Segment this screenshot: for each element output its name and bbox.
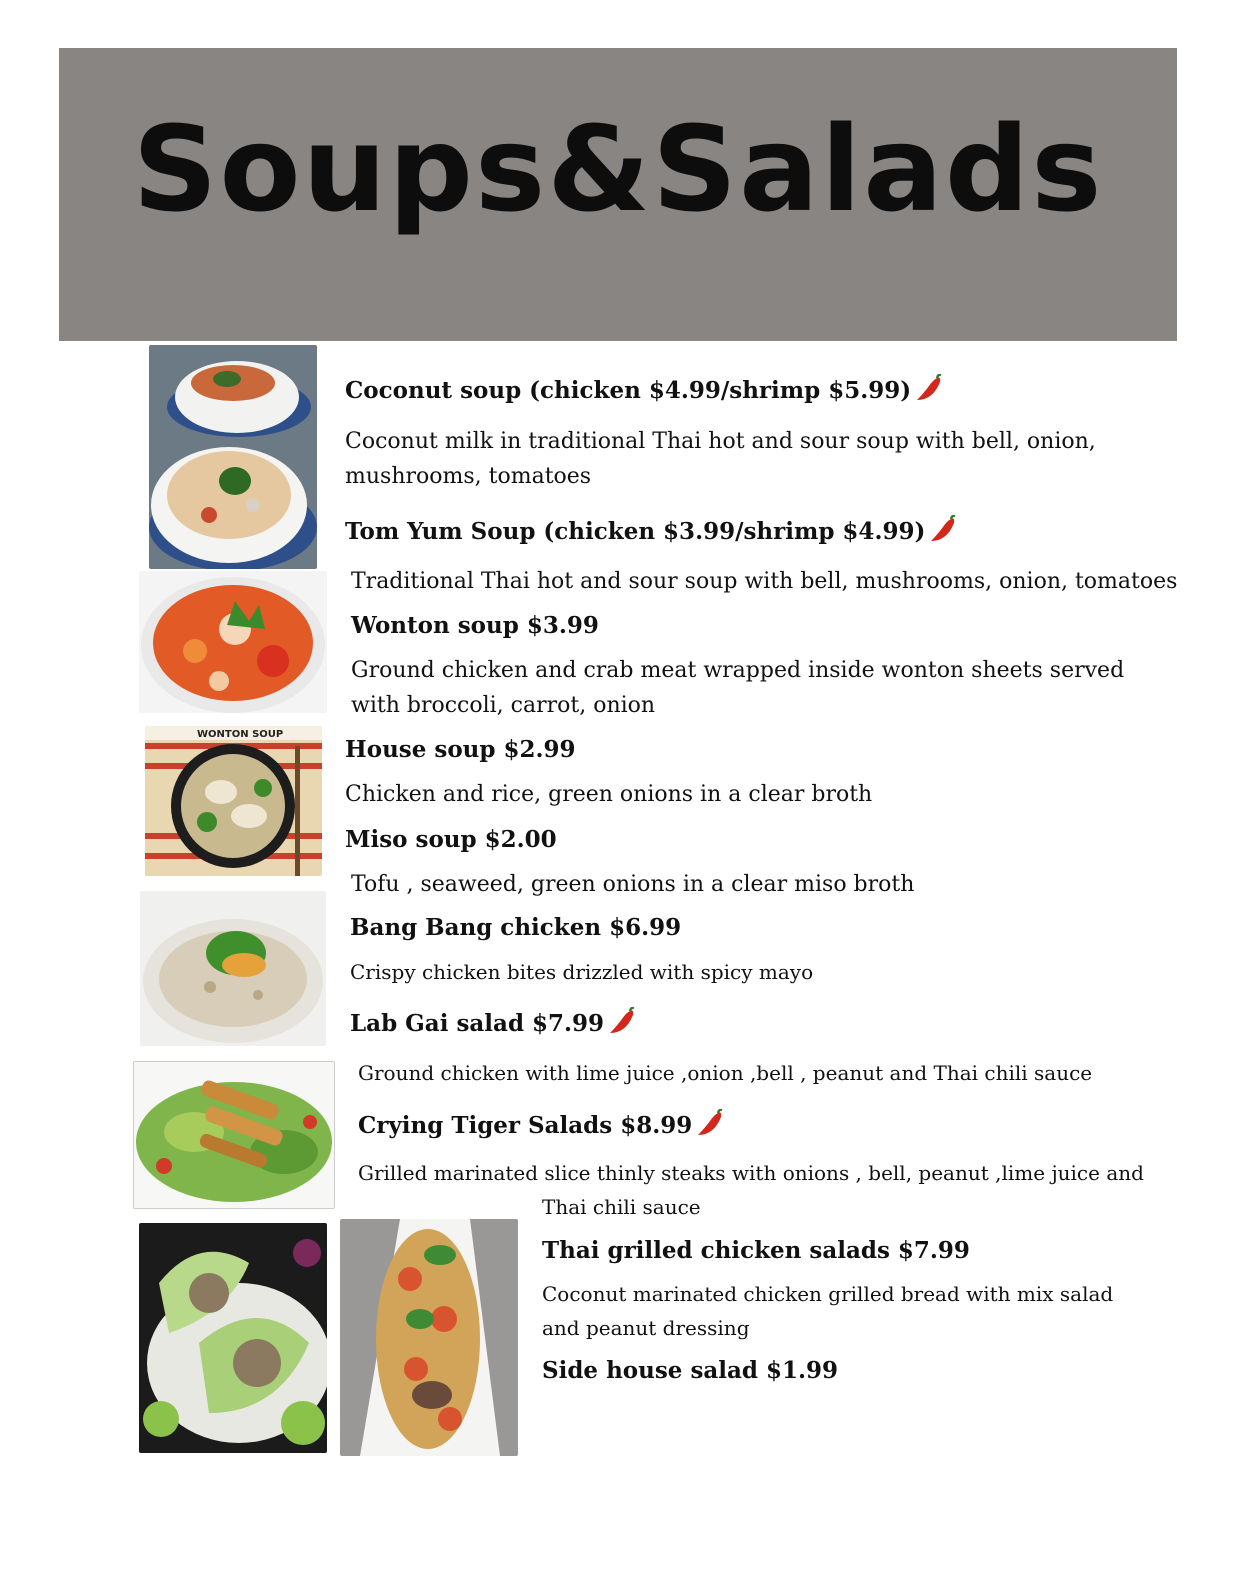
item-desc-wonton-soup: Ground chicken and crab meat wrapped inside wonton sheets served with broccoli, carrot, onion [351, 658, 1125, 718]
coconut-soup-photo [149, 345, 317, 569]
wonton-label: WONTON SOUP [197, 729, 284, 740]
item-title-tom-yum-soup: Tom Yum Soup (chicken $3.99/shrimp $4.99) [345, 515, 957, 547]
chili-icon [606, 1007, 636, 1037]
chili-icon [913, 374, 943, 404]
item-title-coconut-soup: Coconut soup (chicken $4.99/shrimp $5.99) [345, 374, 943, 406]
item-title-wonton-soup: Wonton soup $3.99 [351, 612, 599, 639]
item-title-miso-soup: Miso soup $2.00 [345, 826, 557, 853]
item-desc-bang-bang-chicken: Crispy chicken bites drizzled with spicy mayo [350, 960, 814, 984]
item-title-lab-gai-salad: Lab Gai salad $7.99 [350, 1007, 636, 1039]
crying-tiger-lettuce-photo [139, 1223, 327, 1453]
item-desc-miso-soup: Tofu , seaweed, green onions in a clear miso broth [351, 872, 915, 897]
item-title-thai-grilled-chicken-salads: Thai grilled chicken salads $7.99 [542, 1237, 970, 1264]
page-title: Soups&Salads [132, 100, 1104, 238]
header-banner [59, 48, 1177, 341]
item-desc-coconut-soup: Coconut milk in traditional Thai hot and sour soup with bell, onion, mushrooms, tomatoes [345, 429, 1096, 489]
item-title-house-soup: House soup $2.99 [345, 736, 576, 763]
item-title-side-house-salad: Side house salad $1.99 [542, 1357, 839, 1384]
item-title-bang-bang-chicken: Bang Bang chicken $6.99 [350, 914, 682, 941]
tom-yum-soup-photo [139, 571, 327, 713]
item-desc-lab-gai-salad: Ground chicken with lime juice ,onion ,bell , peanut and Thai chili sauce [358, 1061, 1093, 1085]
item-desc-house-soup: Chicken and rice, green onions in a clear broth [345, 782, 873, 807]
item-desc-thai-grilled-chicken-salads: Coconut marinated chicken grilled bread with mix salad and peanut dressing [542, 1282, 1114, 1340]
item-desc-tom-yum-soup: Traditional Thai hot and sour soup with bell, mushrooms, onion, tomatoes [351, 569, 1178, 594]
house-soup-photo [140, 891, 326, 1046]
chili-icon [927, 515, 957, 545]
chili-icon [694, 1109, 724, 1139]
lab-gai-salad-photo [133, 1061, 335, 1209]
item-title-crying-tiger-salads: Crying Tiger Salads $8.99 [358, 1109, 724, 1141]
item-desc-crying-tiger-line2: Thai chili sauce [542, 1195, 701, 1219]
wonton-soup-photo [145, 726, 322, 876]
item-desc-crying-tiger-line1: Grilled marinated slice thinly steaks with onions , bell, peanut ,lime juice and [358, 1161, 1144, 1185]
thai-grilled-salad-photo [340, 1219, 518, 1456]
